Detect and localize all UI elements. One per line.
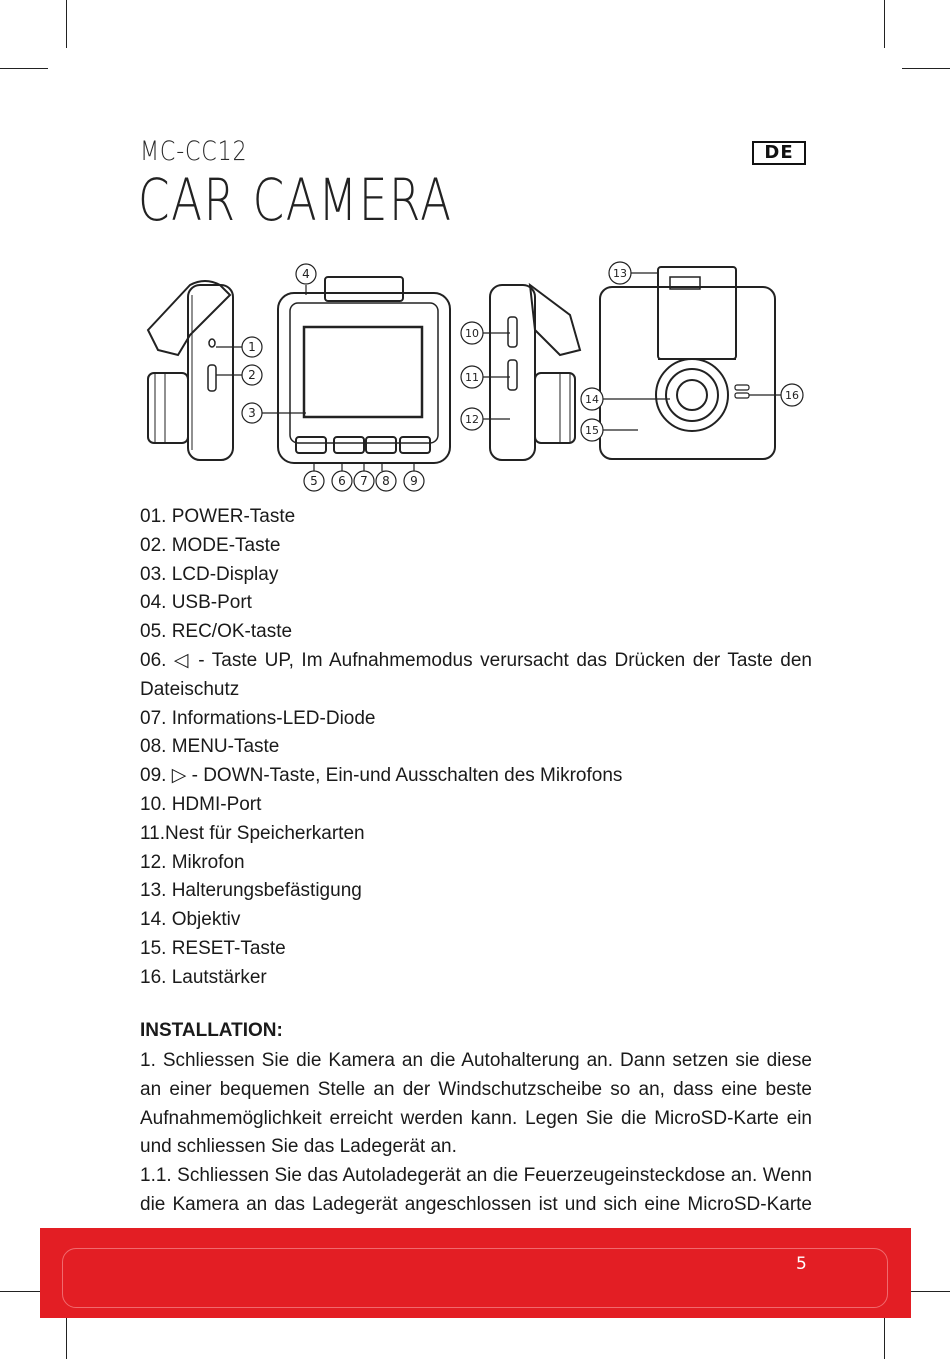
page-title: CAR CAMERA (138, 166, 453, 234)
camera-right-side-view (490, 285, 580, 460)
installation-body (140, 1047, 812, 1220)
list-item: 15. RESET-Taste (140, 937, 286, 959)
callout-label-7: 7 (360, 474, 368, 488)
crop-mark (0, 68, 48, 69)
footer-frame (62, 1248, 888, 1308)
callout-label-16: 16 (785, 389, 799, 402)
list-item: 16. Lautstärker (140, 966, 267, 988)
list-item: 12. Mikrofon (140, 851, 245, 873)
callout-label-15: 15 (585, 424, 599, 437)
list-item: 11.Nest für Speicherkarten (140, 822, 365, 844)
list-item: 03. LCD-Display (140, 563, 279, 585)
callout-label-14: 14 (585, 393, 599, 406)
callout-label-12: 12 (465, 413, 479, 426)
crop-mark (66, 1311, 67, 1359)
list-item: 05. REC/OK-taste (140, 621, 293, 643)
callout-label-11: 11 (465, 371, 479, 384)
callout-label-13: 13 (613, 267, 627, 280)
list-item: 04. USB-Port (140, 592, 252, 614)
list-item: 07. Informations-LED-Diode (140, 707, 376, 729)
parts-list (140, 503, 812, 993)
callout-label-9: 9 (410, 474, 418, 488)
callout-label-3: 3 (248, 406, 256, 420)
list-item: 09. ▷ - DOWN-Taste, Ein-und Ausschalten des Mikrofons (140, 765, 623, 787)
list-item: 14. Objektiv (140, 909, 241, 931)
installation-heading: INSTALLATION: (140, 1020, 283, 1041)
list-item: 06. ◁ - Taste UP, Im Aufnahmemodus verursacht das Drücken der Taste den Dateischutz (140, 649, 812, 700)
list-item: 10. HDMI-Port (140, 793, 262, 815)
callout-label-6: 6 (338, 474, 346, 488)
crop-mark (884, 1311, 885, 1359)
camera-diagram (130, 255, 820, 500)
language-badge: DE (752, 141, 806, 165)
callout-label-1: 1 (248, 340, 256, 354)
list-item: 01. POWER-Taste (140, 506, 296, 527)
camera-left-side-view (148, 281, 233, 460)
list-item: 13. Halterungsbefästigung (140, 880, 362, 902)
page-number: 5 (796, 1254, 807, 1274)
callout-label-2: 2 (248, 368, 256, 382)
callout-label-5: 5 (310, 474, 318, 488)
list-item: 08. MENU-Taste (140, 736, 280, 758)
crop-mark (884, 0, 885, 48)
callout-label-8: 8 (382, 474, 390, 488)
footer-bar (40, 1228, 911, 1318)
installation-paragraph: 1.1. Schliessen Sie das Autoladegerät an die Feuerzeugeinsteckdose an. Wenn die Kamera an das Ladegerät angeschlossen ist und sich eine MicroSD-Karte (140, 1165, 812, 1215)
callout-label-10: 10 (465, 327, 479, 340)
list-item: 02. MODE-Taste (140, 534, 281, 556)
installation-paragraph: 1. Schliessen Sie die Kamera an die Autohalterung an. Dann setzen sie diese an einer bequemen Stelle an der Windschutzscheibe so an, dass eine beste Aufnahmemöglichkeit erreicht werden kann. Legen Sie die MicroSD-Karte ein und schliessen Sie das Ladegerät an. (140, 1050, 812, 1158)
camera-front-view (278, 277, 450, 463)
crop-mark (66, 0, 67, 48)
model-number: MC-CC12 (140, 136, 248, 167)
crop-mark (902, 68, 950, 69)
callout-label-4: 4 (302, 267, 310, 281)
